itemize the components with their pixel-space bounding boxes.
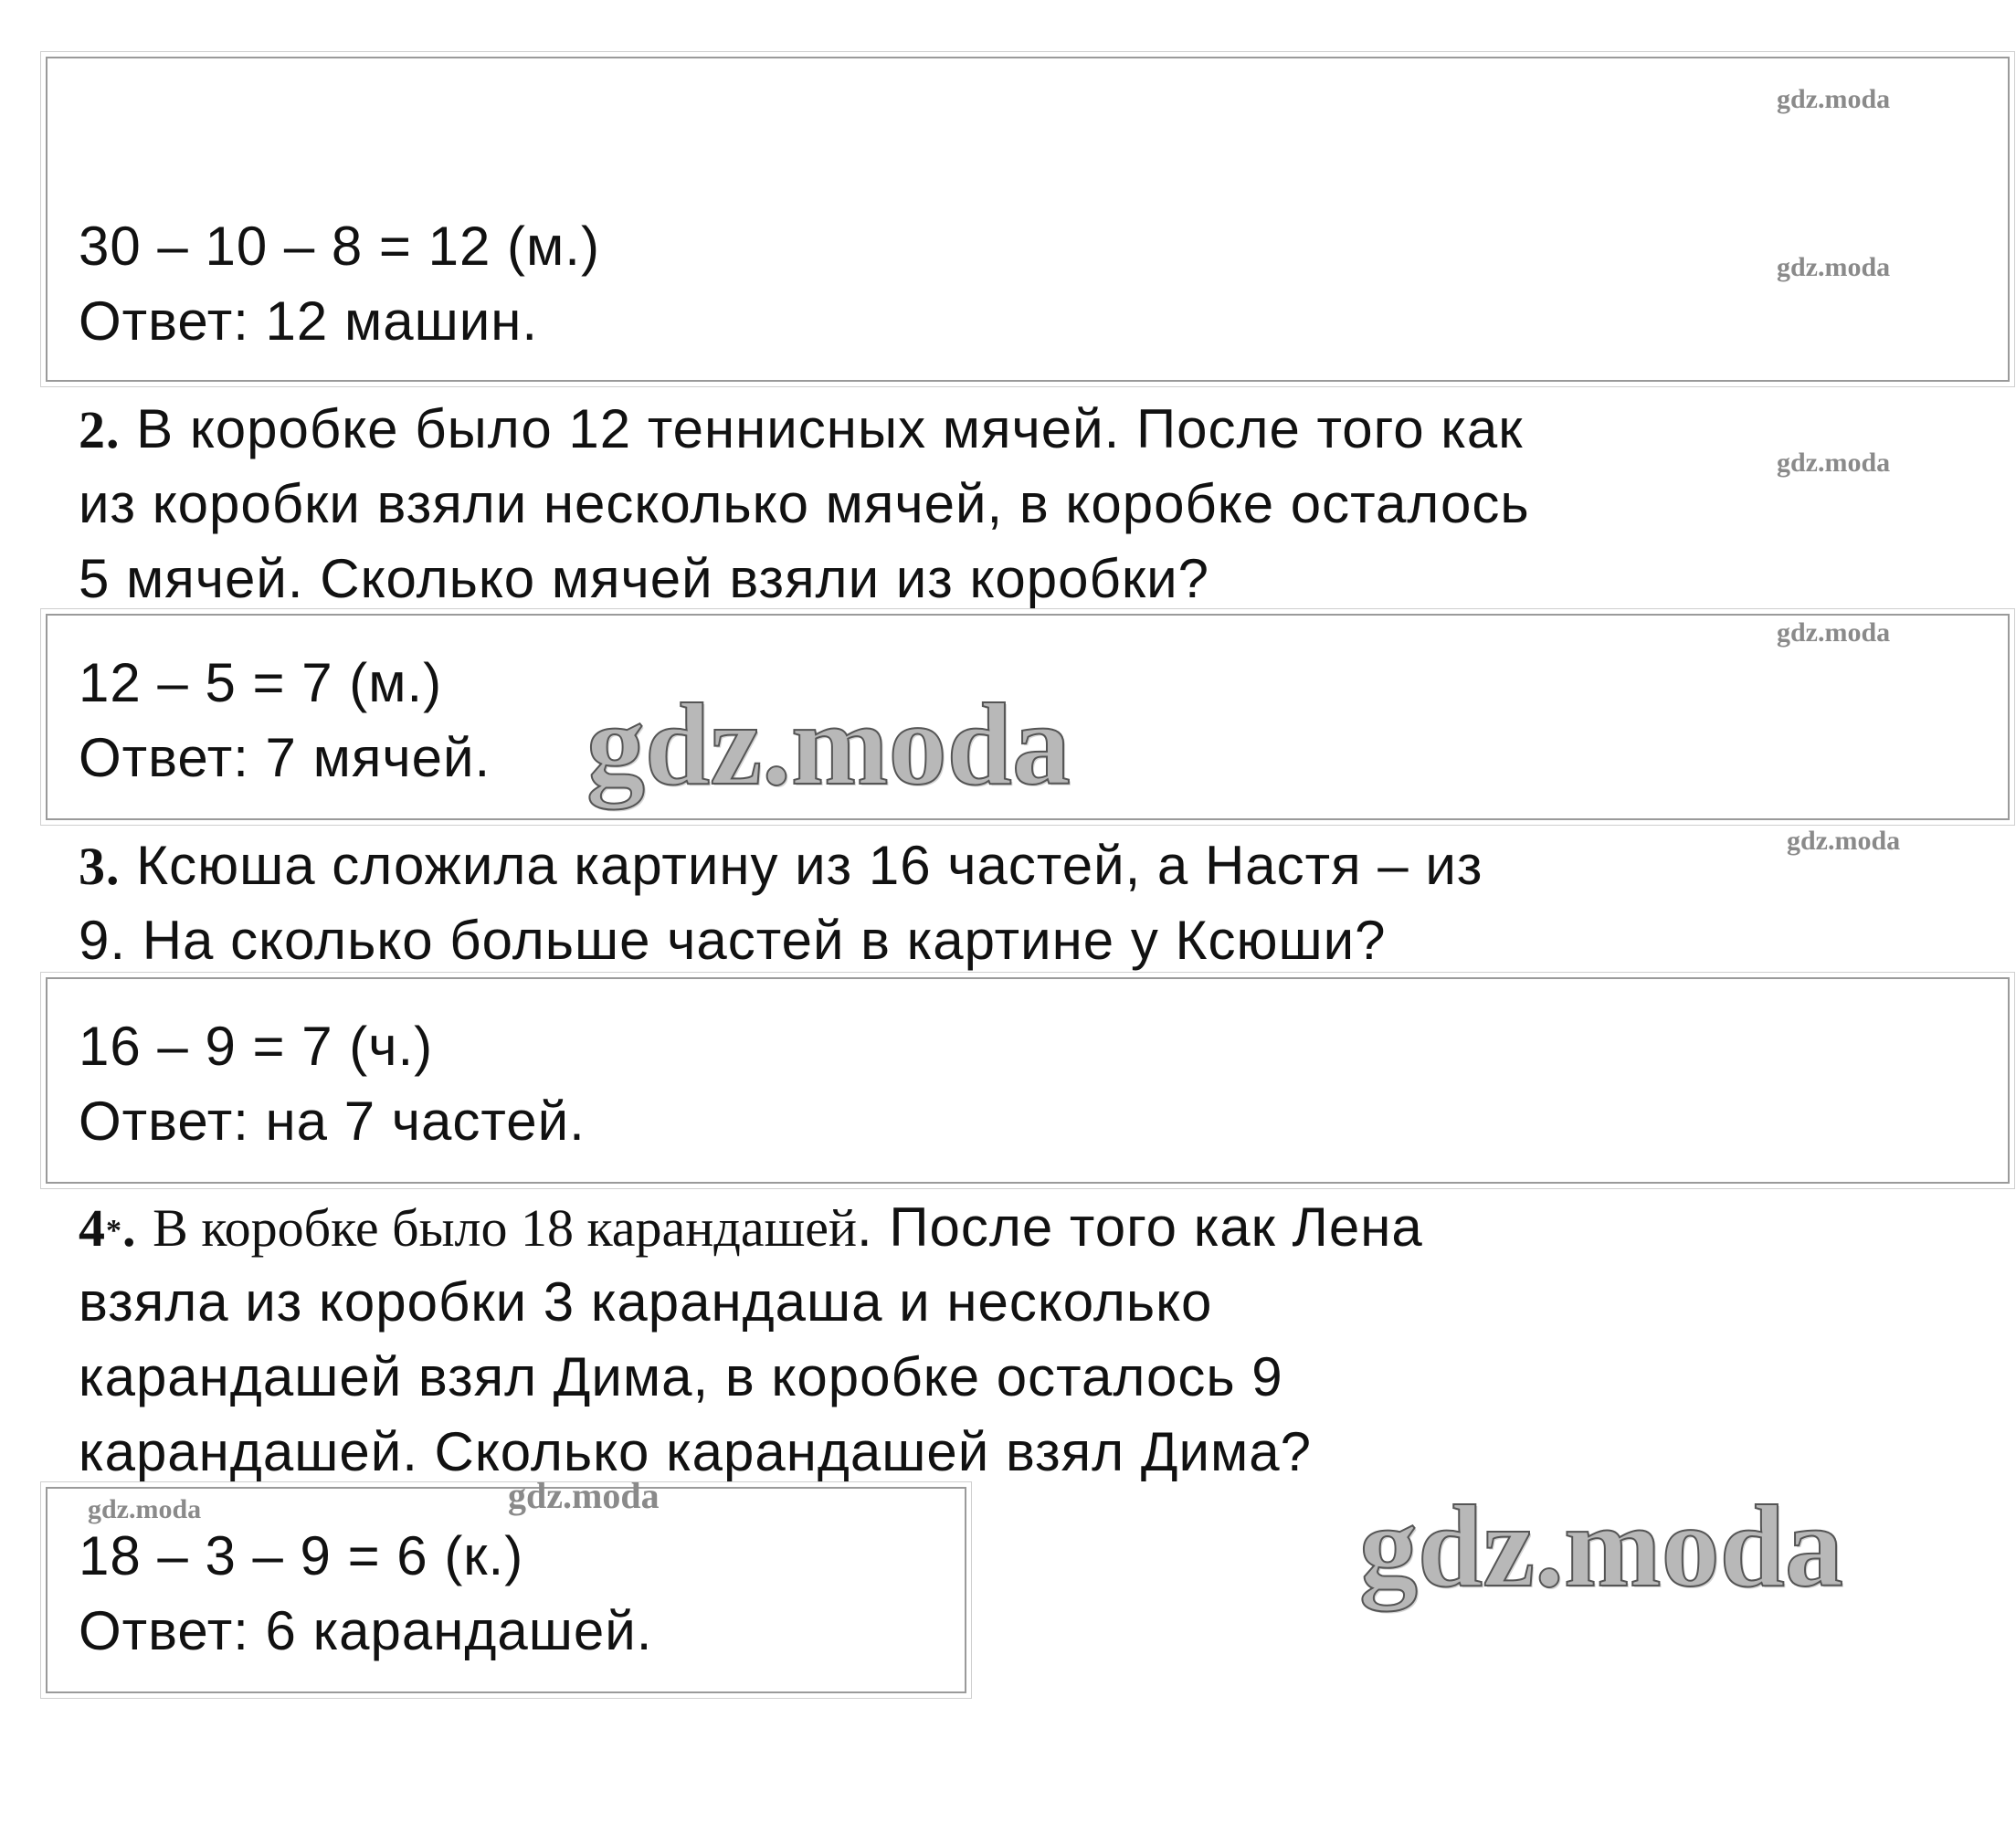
watermark-small-3: gdz.moda: [1777, 448, 1891, 478]
equation-3: 16 – 9 = 7 (ч.): [79, 1016, 434, 1077]
task-2-number: 2.: [79, 400, 121, 459]
answer-2: Ответ: 7 мячей.: [79, 727, 491, 788]
task-3-text-1: Ксюша сложила картину из 16 частей, а Настя – из: [136, 835, 1483, 896]
task-3-number: 3.: [79, 837, 121, 896]
task-2-line-3: 5 мячей. Сколько мячей взяли из коробки?: [79, 548, 1209, 609]
watermark-large-2: gdz.moda: [1359, 1481, 1843, 1611]
task-4-star: *: [106, 1214, 122, 1248]
watermark-small-2: gdz.moda: [1777, 252, 1891, 282]
task-4-line-3: карандашей взял Дима, в коробке осталось 9: [79, 1346, 1283, 1407]
watermark-small-7: gdz.moda: [508, 1475, 660, 1516]
task-2-line-1: [79, 396, 1523, 463]
task-4-number: 4: [79, 1198, 106, 1258]
answer-3: Ответ: на 7 частей.: [79, 1091, 586, 1152]
task-3-line-2: 9. На сколько больше частей в картине у Ксюши?: [79, 910, 1387, 971]
equation-4: 18 – 3 – 9 = 6 (к.): [79, 1525, 524, 1586]
task-4-line-1: [79, 1195, 1423, 1264]
task-4-line-2: взяла из коробки 3 карандаша и несколько: [79, 1271, 1213, 1333]
task-4-line-4: карандашей. Сколько карандашей взял Дима?: [79, 1421, 1312, 1482]
answer-4: Ответ: 6 карандашей.: [79, 1600, 653, 1661]
task-3-line-1: [79, 833, 1483, 900]
watermark-small-6: gdz.moda: [88, 1494, 202, 1524]
task-4-dot: .: [122, 1198, 137, 1258]
task-2-text-1: В коробке было 12 теннисных мячей. После того как: [136, 398, 1524, 459]
task-4-text-serif: В коробке было 18 карандашей: [153, 1198, 858, 1258]
answer-1: Ответ: 12 машин.: [79, 290, 539, 352]
watermark-small-1: gdz.moda: [1777, 84, 1891, 114]
watermark-small-4: gdz.moda: [1777, 617, 1891, 648]
watermark-large-1: gdz.moda: [586, 680, 1071, 809]
equation-2: 12 – 5 = 7 (м.): [79, 652, 443, 713]
equation-1: 30 – 10 – 8 = 12 (м.): [79, 216, 600, 277]
task-2-line-2: из коробки взяли несколько мячей, в коробке осталось: [79, 473, 1530, 534]
watermark-small-5: gdz.moda: [1787, 826, 1901, 856]
task-4-text-rest: . После того как Лена: [857, 1196, 1423, 1258]
